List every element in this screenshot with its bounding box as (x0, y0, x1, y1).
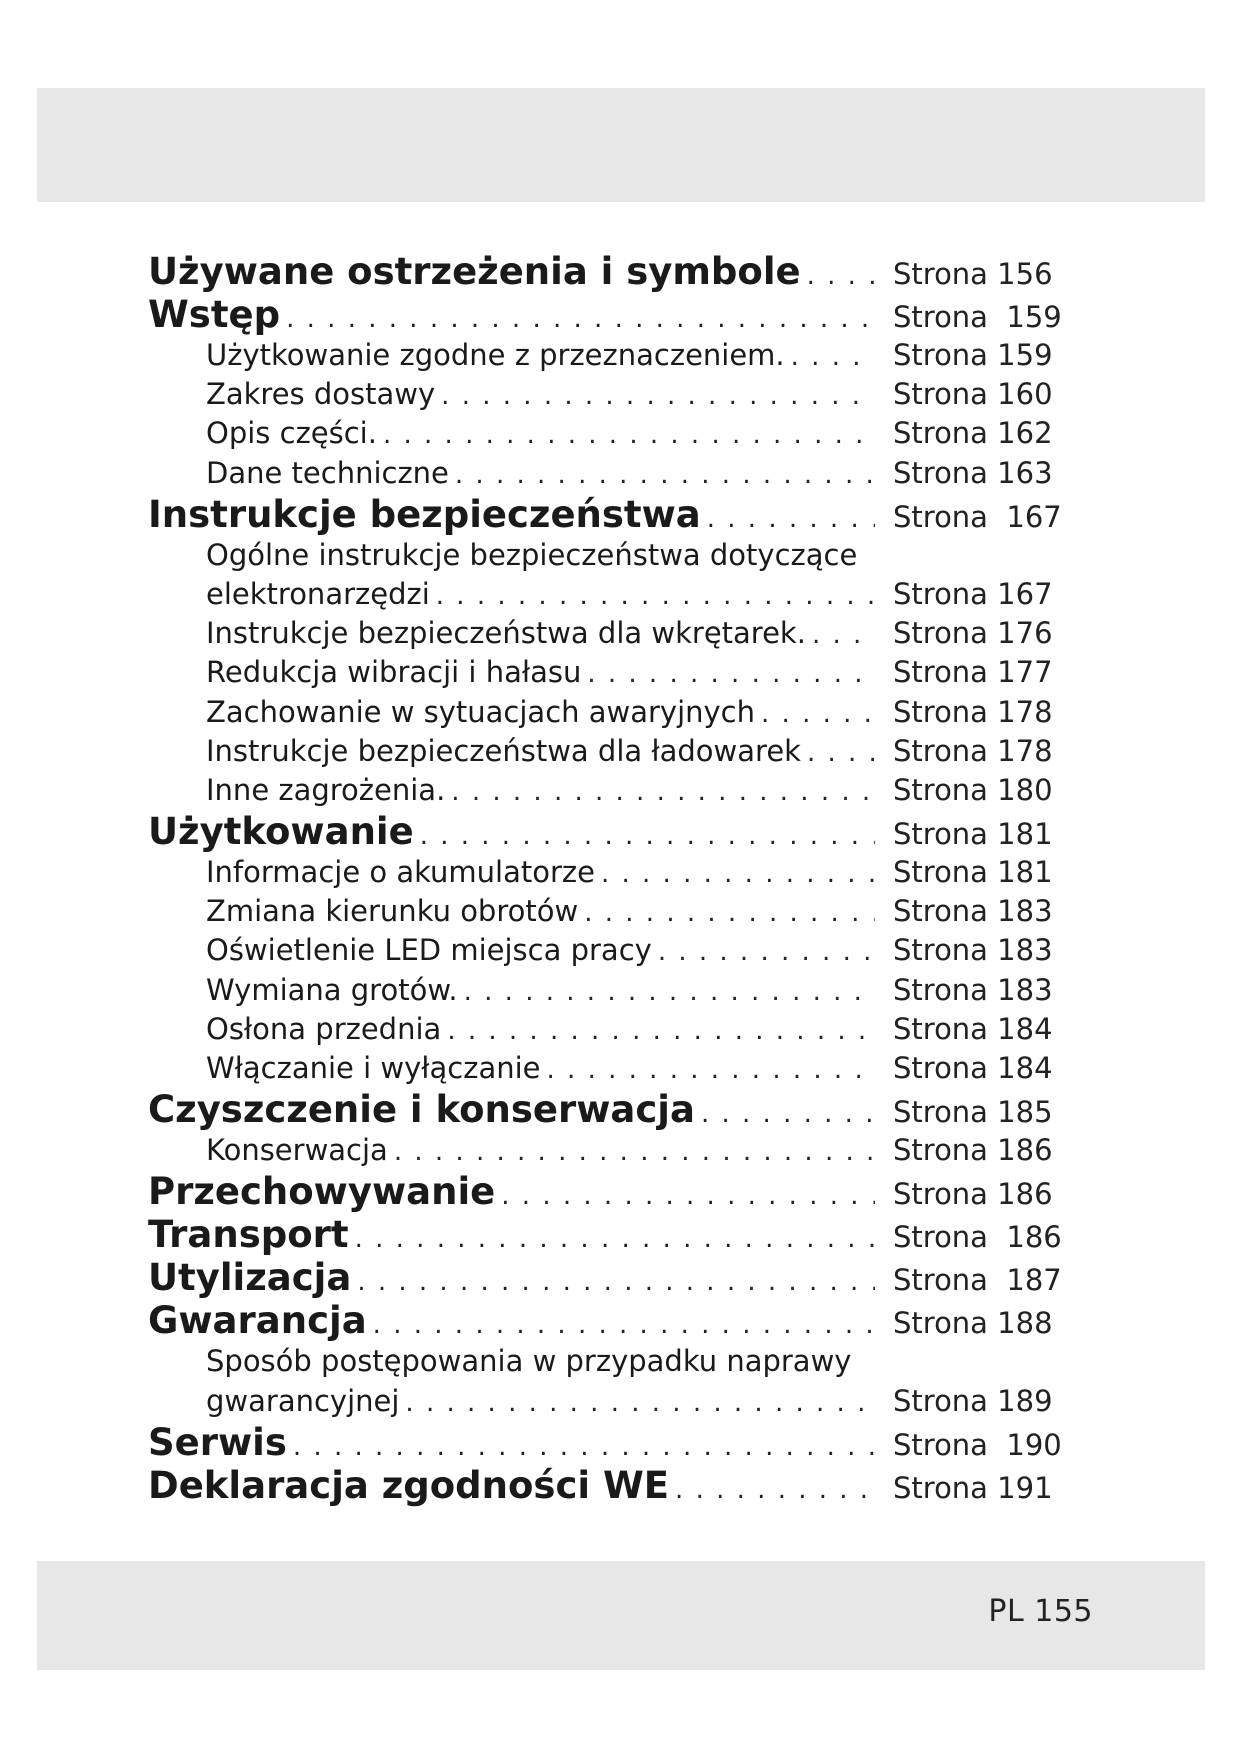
dot-leader (435, 377, 875, 414)
toc-section (148, 1170, 1098, 1213)
toc-subsection (148, 375, 1098, 414)
dot-leader (495, 1175, 875, 1213)
toc-entry-page: Strona 189 (893, 1383, 1053, 1418)
toc-entry-page: Strona 160 (893, 377, 1053, 412)
toc-subsection (148, 614, 1098, 653)
toc-entry-page: Strona 183 (893, 972, 1053, 1007)
table-of-contents (148, 250, 1098, 1507)
toc-entry-title: Dane techniczne (206, 455, 449, 490)
toc-subsection (148, 693, 1098, 732)
toc-entry-title: Zmiana kierunku obrotów (206, 894, 579, 929)
toc-subsection (148, 1382, 1098, 1421)
dot-leader (399, 1384, 875, 1421)
toc-entry-page: Strona 183 (893, 933, 1053, 968)
toc-entry-page: Strona 162 (893, 416, 1053, 451)
dot-leader (669, 1469, 875, 1507)
dot-leader (449, 456, 875, 493)
toc-entry-page: Strona 163 (893, 455, 1053, 490)
toc-entry-title: Konserwacja (206, 1133, 388, 1168)
dot-leader (280, 298, 875, 336)
toc-entry-page: Strona 186 (893, 1220, 1062, 1255)
toc-entry-title: Czyszczenie i konserwacja (148, 1088, 695, 1132)
toc-subsection (148, 414, 1098, 453)
toc-entry-title: Opis części. (206, 416, 377, 451)
dot-leader (430, 577, 875, 614)
toc-subsection (148, 931, 1098, 970)
toc-entry-title: elektronarzędzi (206, 576, 430, 611)
toc-section (148, 1421, 1098, 1464)
toc-entry-page: Strona 188 (893, 1306, 1053, 1341)
toc-entry-page: Strona 191 (893, 1470, 1053, 1505)
dot-leader (695, 1093, 875, 1131)
toc-section (148, 810, 1098, 853)
toc-subsection (148, 1010, 1098, 1049)
toc-entry-page: Strona 178 (893, 694, 1053, 729)
toc-entry-page: Strona 187 (893, 1263, 1062, 1298)
dot-leader (801, 734, 875, 771)
toc-entry-page: Strona 181 (893, 817, 1053, 852)
toc-entry-page: Strona 183 (893, 894, 1053, 929)
dot-leader (801, 255, 875, 293)
toc-entry-title: Zakres dostawy (206, 377, 436, 412)
dot-leader (287, 1426, 875, 1464)
toc-entry-title: Użytkowanie (148, 810, 414, 854)
toc-entry-page: Strona 186 (893, 1133, 1053, 1168)
toc-section (148, 1256, 1098, 1299)
toc-entry-page: Strona 159 (893, 338, 1053, 372)
toc-section (148, 1088, 1098, 1131)
toc-entry-title: Inne zagrożenia. (206, 772, 446, 807)
toc-entry-title: Redukcja wibracji i hałasu (206, 655, 582, 690)
toc-entry-page: Strona 185 (893, 1095, 1053, 1130)
toc-subsection (148, 454, 1098, 493)
toc-entry-title: Użytkowanie zgodne z przeznaczeniem. (206, 338, 785, 372)
toc-section (148, 493, 1098, 536)
header-band (37, 88, 1205, 202)
dot-leader (785, 338, 875, 375)
toc-entry-title: Ogólne instrukcje bezpieczeństwa dotyczące (206, 537, 858, 572)
dot-leader (652, 933, 875, 970)
dot-leader (458, 973, 875, 1010)
dot-leader (578, 894, 875, 931)
toc-entry-title: Włączanie i wyłączanie (206, 1051, 541, 1085)
toc-entry-page: Strona 180 (893, 772, 1053, 807)
dot-leader (806, 616, 875, 653)
toc-subsection (148, 536, 1098, 575)
dot-leader (441, 1012, 875, 1049)
toc-entry-page: Strona 156 (893, 257, 1053, 291)
dot-leader (701, 498, 875, 536)
toc-subsection (148, 1049, 1098, 1088)
toc-entry-title: Instrukcje bezpieczeństwa dla ładowarek (206, 733, 801, 768)
toc-section (148, 250, 1098, 293)
toc-subsection (148, 336, 1098, 375)
toc-entry-title: Transport (148, 1213, 349, 1257)
toc-section (148, 293, 1098, 336)
toc-entry-title: Przechowywanie (148, 1170, 496, 1214)
toc-subsection (148, 1131, 1098, 1170)
toc-entry-page: Strona 186 (893, 1177, 1053, 1212)
dot-leader (595, 855, 875, 892)
toc-entry-title: gwarancyjnej (206, 1383, 400, 1418)
toc-entry-title: Oświetlenie LED miejsca pracy (206, 933, 652, 968)
toc-entry-page: Strona 177 (893, 655, 1053, 690)
dot-leader (755, 695, 875, 732)
toc-subsection (148, 732, 1098, 771)
toc-entry-title: Gwarancja (148, 1299, 367, 1343)
dot-leader (414, 815, 875, 853)
toc-entry-title: Utylizacja (148, 1256, 352, 1300)
toc-entry-title: Wymiana grotów. (206, 972, 458, 1007)
toc-subsection (148, 575, 1098, 614)
toc-entry-page: Strona 167 (893, 499, 1062, 534)
toc-entry-title: Używane ostrzeżenia i symbole (148, 250, 801, 293)
toc-entry-title: Instrukcje bezpieczeństwa (148, 492, 701, 536)
toc-entry-page: Strona 190 (893, 1427, 1062, 1462)
dot-leader (351, 1261, 875, 1299)
dot-leader (367, 1304, 875, 1342)
toc-subsection (148, 971, 1098, 1010)
toc-entry-page: Strona 167 (893, 576, 1053, 611)
toc-subsection (148, 771, 1098, 810)
dot-leader (541, 1051, 875, 1088)
dot-leader (349, 1218, 875, 1256)
toc-entry-title: Osłona przednia (206, 1011, 442, 1046)
dot-leader (445, 773, 875, 810)
toc-subsection (148, 892, 1098, 931)
toc-entry-page: Strona 176 (893, 616, 1053, 651)
dot-leader (581, 655, 875, 692)
toc-section (148, 1299, 1098, 1342)
toc-entry-page: Strona 184 (893, 1011, 1053, 1046)
toc-section (148, 1213, 1098, 1256)
toc-subsection (148, 853, 1098, 892)
toc-entry-title: Sposób postępowania w przypadku naprawy (206, 1344, 852, 1379)
toc-entry-page: Strona 159 (893, 300, 1062, 334)
toc-entry-title: Informacje o akumulatorze (206, 855, 595, 890)
toc-entry-title: Wstęp (148, 293, 281, 336)
toc-entry-page: Strona 181 (893, 855, 1053, 890)
dot-leader (388, 1133, 875, 1170)
toc-subsection (148, 653, 1098, 692)
toc-entry-title: Instrukcje bezpieczeństwa dla wkrętarek. (206, 616, 806, 651)
toc-entry-title: Deklaracja zgodności WE (148, 1463, 670, 1507)
toc-section (148, 1464, 1098, 1507)
toc-entry-title: Zachowanie w sytuacjach awaryjnych (206, 694, 756, 729)
toc-entry-title: Serwis (148, 1420, 287, 1464)
page-number: PL 155 (988, 1594, 1093, 1629)
toc-subsection (148, 1342, 1098, 1381)
toc-entry-page: Strona 178 (893, 733, 1053, 768)
toc-entry-page: Strona 184 (893, 1051, 1053, 1085)
dot-leader (377, 416, 875, 453)
